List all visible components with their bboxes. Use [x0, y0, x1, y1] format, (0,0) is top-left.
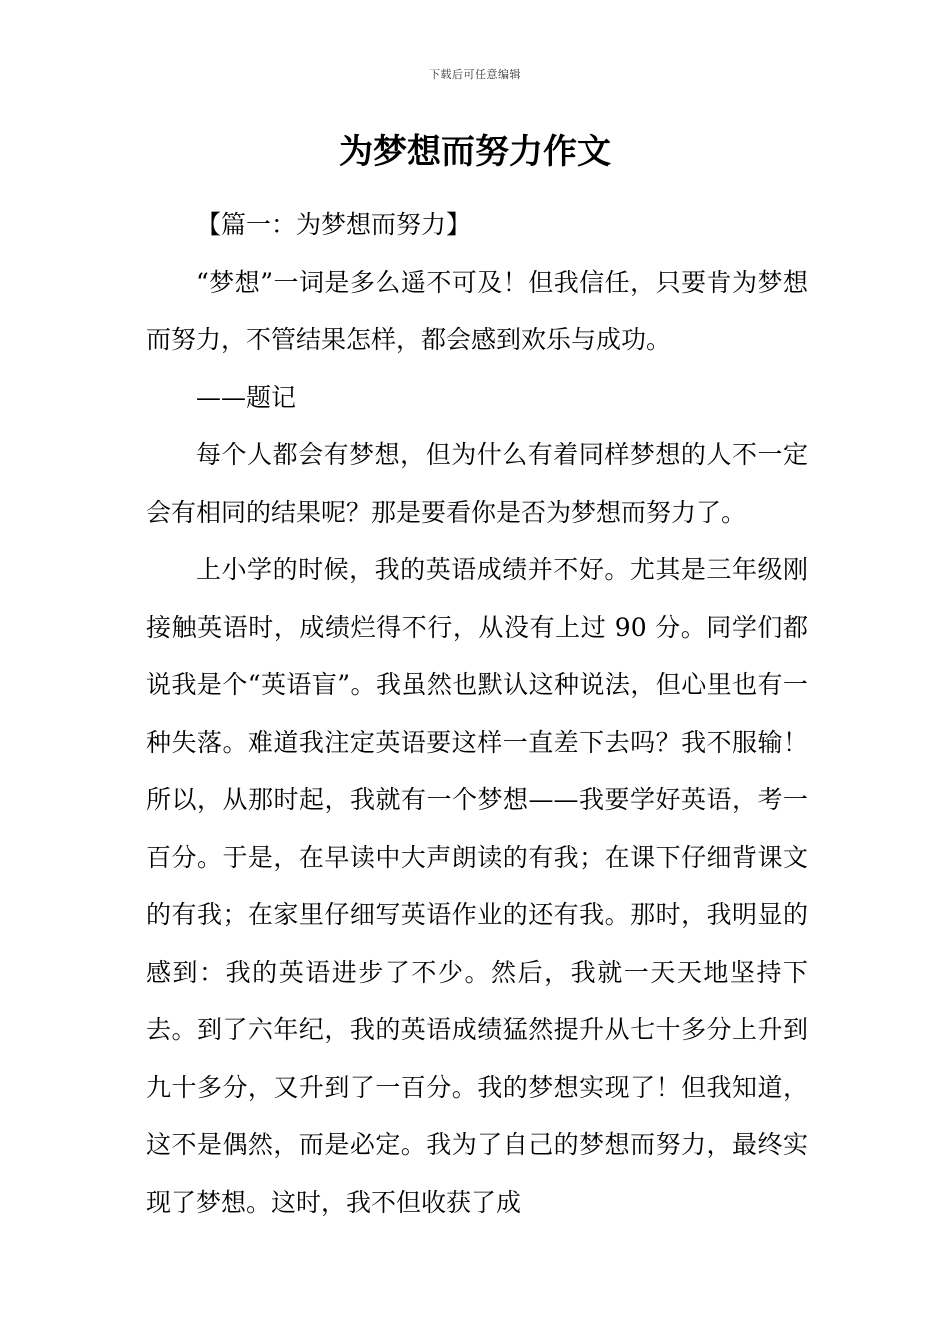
body-paragraph: “梦想”一词是多么遥不可及！但我信任，只要肯为梦想而努力，不管结果怎样，都会感到欢乐与成功。	[146, 267, 808, 354]
body-paragraph: 上小学的时候，我的英语成绩并不好。尤其是三年级刚接触英语时，成绩烂得不行，从没有上过 90 分。同学们都说我是个“英语盲”。我虽然也默认这种说法，但心里也有一种失落。难道我注定英语要这样一直差下去吗？我不服输！所以，从那时起，我就有一个梦想——我要学好英语，考一百分。于是，在早读中大声朗读的有我；在课下仔细背课文的有我；在家里仔细写英语作业的还有我。那时，我明显的感到：我的英语进步了不少。然后，我就一天天地坚持下去。到了六年纪，我的英语成绩猛然提升从七十多分上升到九十多分，又升到了一百分。我的梦想实现了！但我知道，这不是偶然，而是必定。我为了自己的梦想而努力，最终实现了梦想。这时，我不但收获了成	[146, 555, 808, 1217]
header-note: 下载后可任意编辑	[429, 68, 521, 81]
document-body	[146, 196, 808, 1231]
epigraph-attribution: ——题记	[196, 382, 297, 412]
body-paragraph: 每个人都会有梦想，但为什么有着同样梦想的人不一定会有相同的结果呢？那是要看你是否为梦想而努力了。	[146, 440, 808, 527]
section-heading: 【篇一：为梦想而努力】	[196, 210, 472, 239]
document-title: 为梦想而努力作文	[339, 132, 611, 172]
